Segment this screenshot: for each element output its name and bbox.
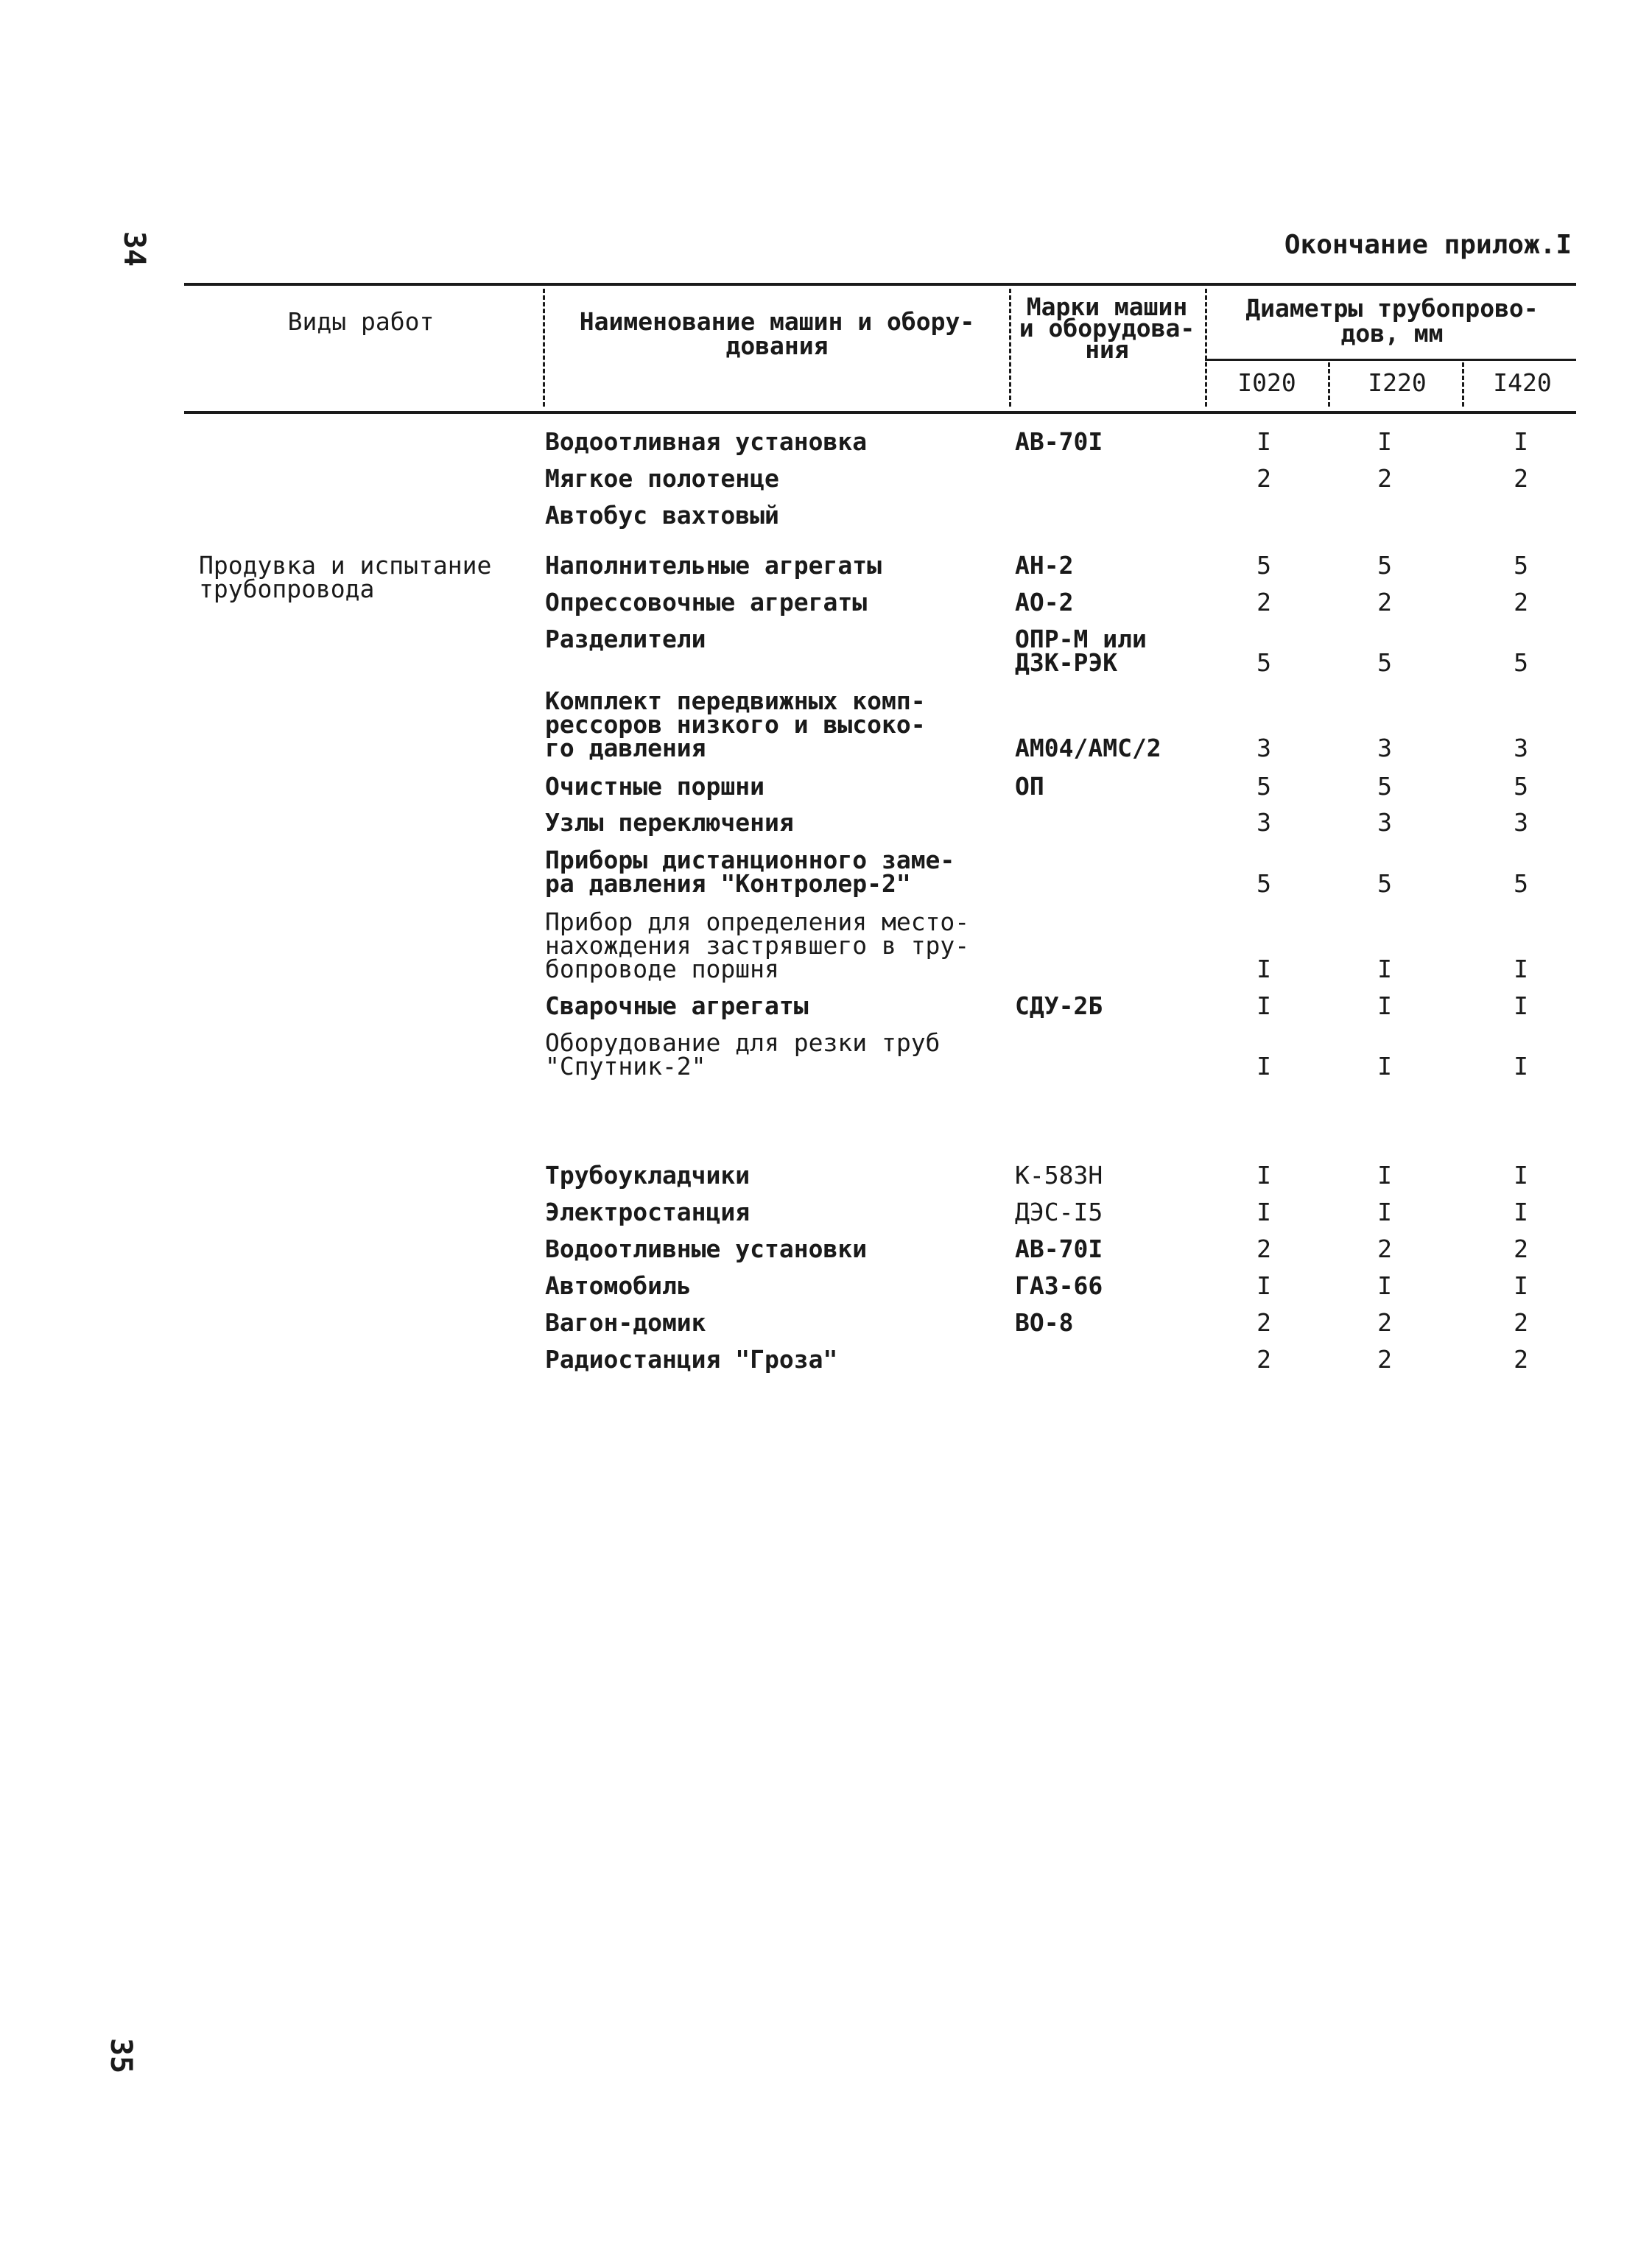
- equipment-name-cell: Узлы переключения: [545, 808, 794, 837]
- qty-1220-cell: 5: [1377, 648, 1392, 677]
- qty-1420-cell: I: [1514, 427, 1528, 456]
- qty-1420-cell: I: [1514, 991, 1528, 1020]
- qty-1220-cell: 3: [1377, 808, 1392, 837]
- qty-1020-cell: 3: [1256, 808, 1271, 837]
- qty-1420-cell: I: [1514, 1271, 1528, 1300]
- qty-1020-cell: I: [1256, 955, 1271, 983]
- header-top-rule: [184, 283, 1576, 286]
- qty-1220-cell: 2: [1377, 1345, 1392, 1374]
- qty-1420-cell: 2: [1514, 1345, 1528, 1374]
- qty-1020-cell: I: [1256, 1271, 1271, 1300]
- qty-1020-cell: 5: [1256, 772, 1271, 801]
- qty-1420-cell: I: [1514, 1198, 1528, 1226]
- qty-1020-cell: 3: [1256, 734, 1271, 762]
- header-sep-5: [1462, 362, 1464, 407]
- equipment-name-cell: Электростанция: [545, 1198, 751, 1226]
- equipment-mark-cell: АВ-70I: [1015, 427, 1103, 456]
- qty-1020-cell: I: [1256, 1161, 1271, 1190]
- qty-1420-cell: I: [1514, 955, 1528, 983]
- equipment-name-cell: Приборы дистанционного заме- ра давления "Контролер-2": [545, 846, 955, 898]
- qty-1220-cell: 5: [1377, 551, 1392, 580]
- header-sep-1: [543, 289, 545, 407]
- qty-1220-cell: I: [1377, 991, 1392, 1020]
- equipment-mark-cell: ОПР-М или ДЗК-РЭК: [1015, 625, 1147, 677]
- equipment-mark-cell: ГАЗ-66: [1015, 1271, 1103, 1300]
- qty-1220-cell: I: [1377, 1161, 1392, 1190]
- equipment-name-cell: Трубоукладчики: [545, 1161, 751, 1190]
- equipment-name-cell: Водоотливные установки: [545, 1234, 868, 1263]
- header-diameter-1420: I420: [1493, 368, 1552, 397]
- page-number-top: 34: [117, 231, 152, 267]
- continuation-label: Окончание прилож.I: [1284, 230, 1572, 260]
- equipment-mark-cell: АН-2: [1015, 551, 1074, 580]
- equipment-mark-cell: ВО-8: [1015, 1308, 1074, 1337]
- qty-1020-cell: I: [1256, 991, 1271, 1020]
- qty-1420-cell: 5: [1514, 648, 1528, 677]
- qty-1420-cell: 2: [1514, 588, 1528, 617]
- header-equipment-mark: Марки машин и оборудова- ния: [1019, 292, 1195, 364]
- qty-1420-cell: 2: [1514, 1234, 1528, 1263]
- qty-1220-cell: I: [1377, 1052, 1392, 1081]
- qty-1020-cell: 2: [1256, 1234, 1271, 1263]
- qty-1220-cell: 2: [1377, 588, 1392, 617]
- qty-1220-cell: I: [1377, 1271, 1392, 1300]
- qty-1220-cell: 5: [1377, 869, 1392, 898]
- equipment-name-cell: Прибор для определения место- нахождения застрявшего в тру- бопроводе поршня: [545, 907, 970, 983]
- equipment-name-cell: Водоотливная установка: [545, 427, 868, 456]
- equipment-name-cell: Автобус вахтовый: [545, 501, 779, 530]
- qty-1420-cell: 3: [1514, 734, 1528, 762]
- qty-1420-cell: 2: [1514, 1308, 1528, 1337]
- qty-1220-cell: 2: [1377, 1308, 1392, 1337]
- equipment-name-cell: Сварочные агрегаты: [545, 991, 809, 1020]
- qty-1020-cell: 2: [1256, 1345, 1271, 1374]
- header-pipe-diameters: Диаметры трубопрово- дов, мм: [1245, 294, 1539, 348]
- work-type-cell: Продувка и испытание трубопровода: [199, 551, 492, 603]
- qty-1420-cell: 3: [1514, 808, 1528, 837]
- qty-1420-cell: I: [1514, 1161, 1528, 1190]
- qty-1020-cell: 2: [1256, 464, 1271, 493]
- equipment-mark-cell: К-583Н: [1015, 1161, 1103, 1190]
- equipment-name-cell: Мягкое полотенце: [545, 464, 779, 493]
- qty-1420-cell: 5: [1514, 772, 1528, 801]
- qty-1020-cell: 5: [1256, 648, 1271, 677]
- qty-1020-cell: I: [1256, 427, 1271, 456]
- equipment-name-cell: Автомобиль: [545, 1271, 692, 1300]
- header-diam-rule: [1205, 359, 1576, 361]
- equipment-name-cell: Очистные поршни: [545, 772, 765, 801]
- header-equipment-name: Наименование машин и обору- дования: [579, 307, 975, 360]
- qty-1020-cell: 5: [1256, 869, 1271, 898]
- qty-1420-cell: 2: [1514, 464, 1528, 493]
- equipment-mark-cell: АВ-70I: [1015, 1234, 1103, 1263]
- qty-1020-cell: 2: [1256, 1308, 1271, 1337]
- qty-1220-cell: 5: [1377, 772, 1392, 801]
- page-number-bottom: 35: [104, 2037, 138, 2074]
- header-sep-3: [1205, 289, 1207, 407]
- equipment-mark-cell: ОП: [1015, 772, 1044, 801]
- header-diameter-1020: I020: [1237, 368, 1296, 397]
- equipment-mark-cell: АМ04/АМС/2: [1015, 734, 1161, 762]
- qty-1220-cell: 3: [1377, 734, 1392, 762]
- header-work-types: Виды работ: [287, 307, 435, 336]
- equipment-mark-cell: СДУ-2Б: [1015, 991, 1103, 1020]
- qty-1220-cell: 2: [1377, 464, 1392, 493]
- qty-1020-cell: 2: [1256, 588, 1271, 617]
- header-bottom-rule: [184, 411, 1576, 414]
- header-sep-4: [1328, 362, 1330, 407]
- equipment-name-cell: Наполнительные агрегаты: [545, 551, 882, 580]
- header-diameter-1220: I220: [1368, 368, 1427, 397]
- qty-1020-cell: I: [1256, 1052, 1271, 1081]
- qty-1020-cell: 5: [1256, 551, 1271, 580]
- equipment-name-cell: Вагон-домик: [545, 1308, 706, 1337]
- qty-1220-cell: 2: [1377, 1234, 1392, 1263]
- equipment-mark-cell: АО-2: [1015, 588, 1074, 617]
- equipment-name-cell: Радиостанция "Гроза": [545, 1345, 838, 1374]
- qty-1420-cell: I: [1514, 1052, 1528, 1081]
- qty-1420-cell: 5: [1514, 551, 1528, 580]
- equipment-name-cell: Комплект передвижных комп- рессоров низкого и высоко- го давления: [545, 686, 926, 762]
- qty-1420-cell: 5: [1514, 869, 1528, 898]
- equipment-name-cell: Разделители: [545, 625, 706, 653]
- equipment-name-cell: Опрессовочные агрегаты: [545, 588, 868, 617]
- qty-1020-cell: I: [1256, 1198, 1271, 1226]
- qty-1220-cell: I: [1377, 955, 1392, 983]
- equipment-name-cell: Оборудование для резки труб "Спутник-2": [545, 1028, 941, 1081]
- qty-1220-cell: I: [1377, 427, 1392, 456]
- qty-1220-cell: I: [1377, 1198, 1392, 1226]
- equipment-mark-cell: ДЭС-I5: [1015, 1198, 1103, 1226]
